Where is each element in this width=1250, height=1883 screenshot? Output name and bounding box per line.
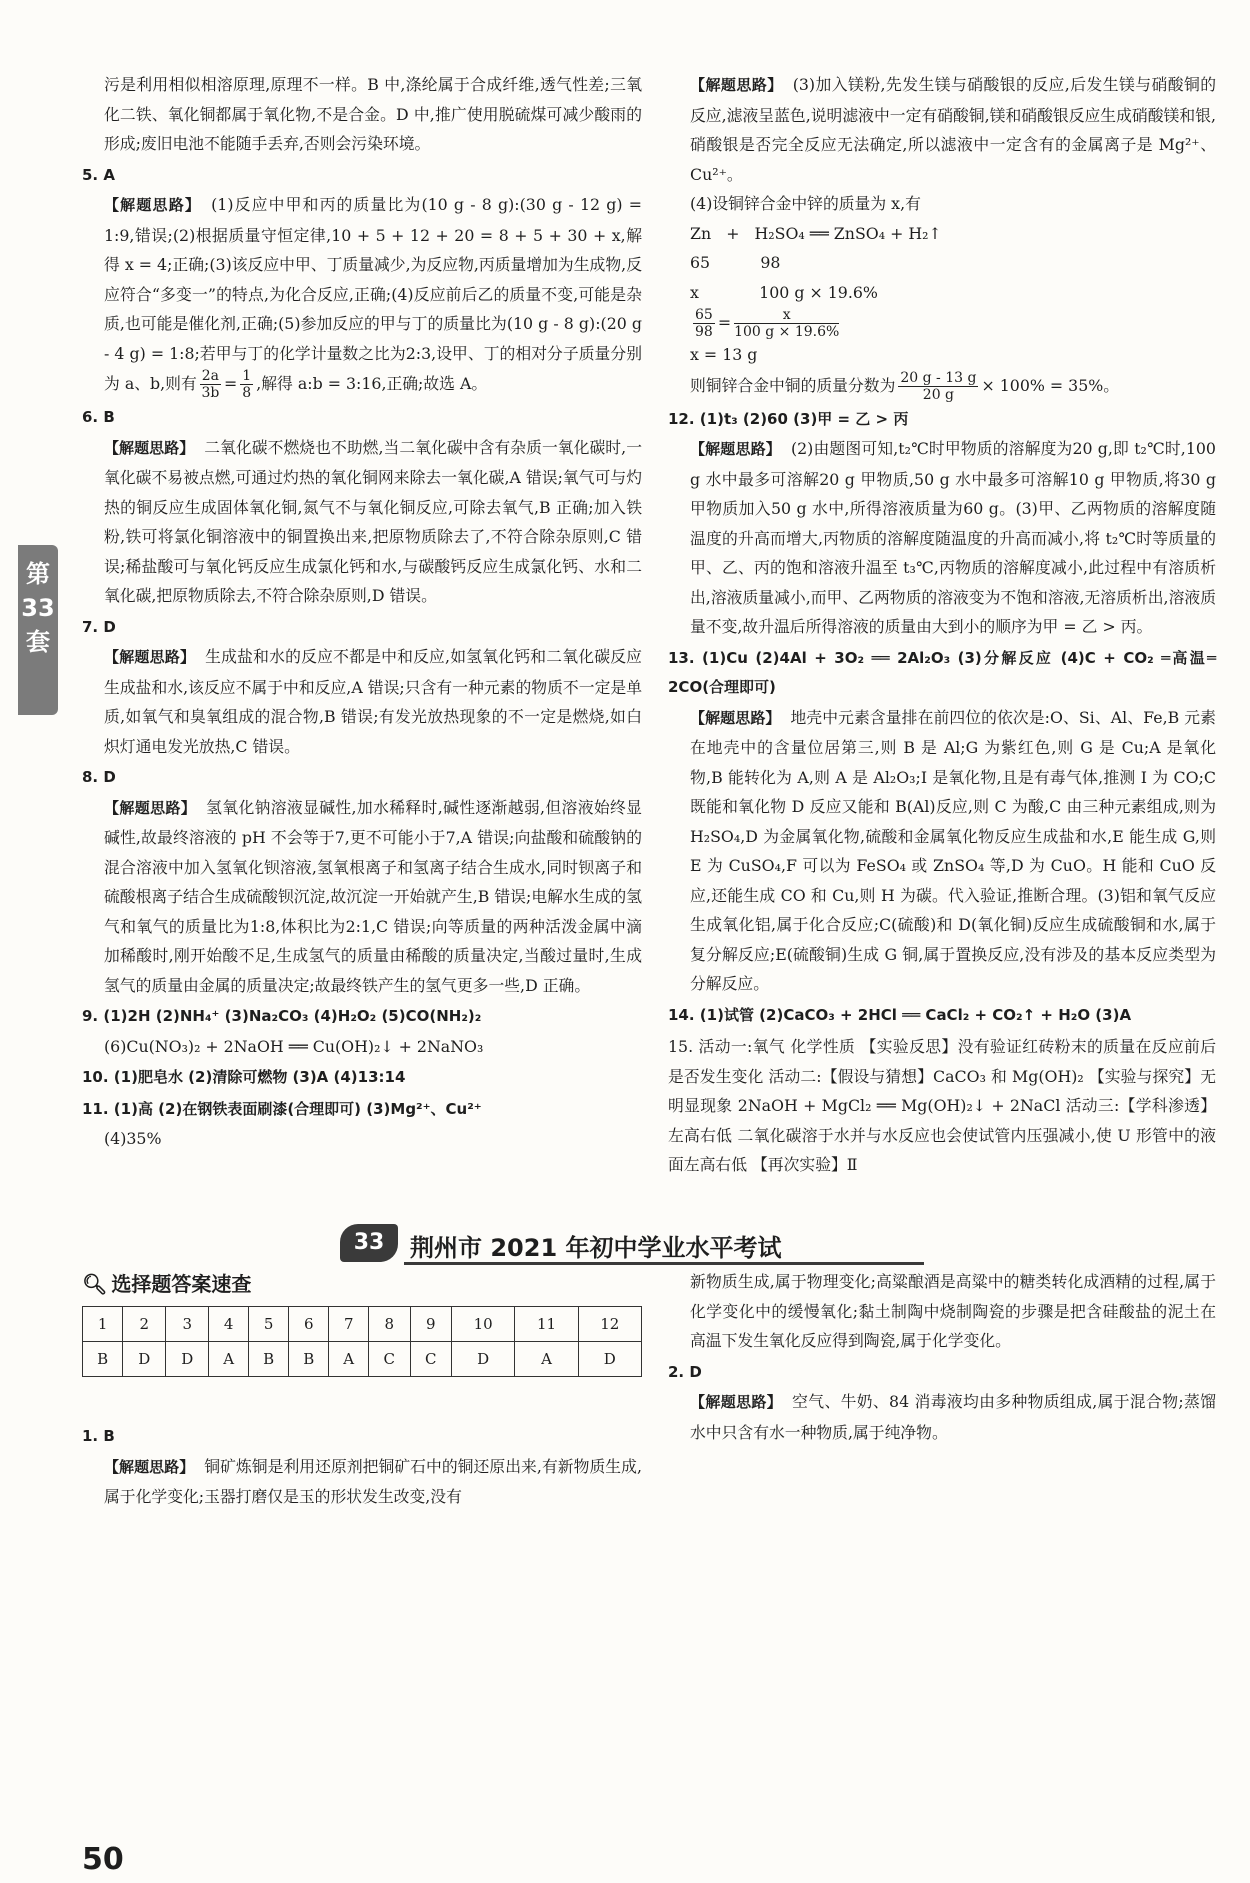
left-column: [82, 70, 642, 1154]
q1-explanation: 【解题思路】 铜矿炼铜是利用还原剂把铜矿石中的铜还原出来,有新物质生成,属于化学变化;玉器打磨仅是玉的形状发生改变,没有: [104, 1456, 642, 1506]
q15-answer: 15. 活动一:氧气 化学性质 【实验反思】没有验证红砖粉末的质量在反应前后是否发生变化 活动二:【假设与猜想】CaCO₃ 和 Mg(OH)₂ 【实验与探究】无明显现象 2NaOH + MgCl₂ ══ Mg(OH)₂↓ + 2NaCl 活动三:【学科渗透】左高右低 二氧化碳溶于水并与水反应也会使试管内压强减小,使 U 形管中的液面左高右低 【再次实验】Ⅱ: [668, 1037, 1216, 1174]
proportion: $\frac{65}{98}$ = $\frac{x}{100 g \times 19.6\%}$: [695, 307, 840, 340]
table-cell: 12: [578, 1307, 641, 1342]
q11-answer-4: (4)35%: [104, 1129, 162, 1148]
q12-answer: 12. (1)t₃ (2)60 (3)甲 = 乙 > 丙: [668, 409, 909, 428]
q11-answer: 11. (1)高 (2)在钢铁表面刷漆(合理即可) (3)Mg²⁺、Cu²⁺: [82, 1099, 482, 1118]
q13-answer: 13. (1)Cu (2)4Al + 3O₂ ══ 2Al₂O₃ (3)分解反应 (4)C + CO₂ ═高温═ 2CO(合理即可): [668, 648, 1216, 696]
table-cell: 10: [452, 1307, 515, 1342]
table-cell: C: [410, 1342, 452, 1377]
copper-fraction: 则铜锌合金中铜的质量分数为 $\frac{20 g - 13 g}{20 g}$ × 100% = 35%。: [690, 369, 1120, 403]
table-cell: A: [209, 1342, 249, 1377]
q6-answer: 6. B: [82, 408, 115, 426]
bottom-left-column: [82, 1420, 642, 1512]
table-cell: 6: [289, 1307, 329, 1342]
table-row-answers: [83, 1342, 642, 1377]
q9-equation: (6)Cu(NO₃)₂ + 2NaOH ══ Cu(OH)₂↓ + 2NaNO₃: [104, 1036, 484, 1056]
q2-answer: 2. D: [668, 1362, 702, 1381]
q5-explanation: 【解题思路】 (1)反应中甲和丙的质量比为(10 g - 8 g):(30 g - 12 g) = 1:9,错误;(2)根据质量守恒定律,10 + 5 + 12 + 20 = 8 + 5 + 30 + x,解得 x = 4;正确;(3)该反应中甲、丁质量减少,为反应物,丙质量增加为生成物,反应符合“多变一”的特点,为化合反应,正确;(4)反应前后乙的质量不变,可能是杂质,也可能是催化剂,正确;(5)参加反应的甲与丁的质量比为(10 g - 8 g):(20 g - 4 g) = 1:8;若甲与丁的化学计量数之比为2:3,设甲、丁的相对分子质量分别为 a、b,则有 $\frac{2a}{3b}$ = $\frac{1}{8}$ ,解得 a:b = 3:16,正确;故选 A。: [104, 195, 642, 401]
page-number: 50: [82, 1842, 124, 1877]
x-result: x = 13 g: [690, 345, 758, 364]
table-cell: B: [289, 1342, 329, 1377]
table-cell: 9: [410, 1307, 452, 1342]
q2-explanation: 【解题思路】 空气、牛奶、84 消毒液均由多种物质组成,属于混合物;蒸馏水中只含有水一种物质,属于纯净物。: [690, 1392, 1216, 1442]
answer-table: [82, 1306, 642, 1377]
table-cell: 5: [248, 1307, 288, 1342]
table-cell: 11: [515, 1307, 578, 1342]
right-column: [668, 70, 1216, 1180]
side-tab: 第33套: [18, 545, 58, 715]
section-badge: 33: [340, 1224, 398, 1262]
q5-tag: 【解题思路】: [104, 196, 202, 214]
table-cell: 4: [209, 1307, 249, 1342]
quick-check-title: 🔍︎ 选择题答案速查: [82, 1272, 252, 1296]
q5-answer: 5. A: [82, 165, 115, 184]
table-cell: D: [578, 1342, 641, 1377]
table-cell: D: [123, 1342, 166, 1377]
table-cell: A: [515, 1342, 578, 1377]
q6-explanation: 【解题思路】 二氧化碳不燃烧也不助燃,当二氧化碳中含有杂质一氧化碳时,一氧化碳不易被点燃,可通过灼热的氧化铜网来除去一氧化碳,A 错误;氧气可与灼热的铜反应生成固体氧化铜,氮气不与氧化铜反应,可除去氧气,B 正确;加入铁粉,铁可将氯化铜溶液中的铜置换出来,把原物质除去了,不符合除杂原则,C 错误;稀盐酸可与氧化钙反应生成氯化钙和水,与碳酸钙反应生成氯化钙、水和二氧化碳,把原物质除去,不符合除杂原则,D 错误。: [104, 437, 642, 605]
q12-explanation: 【解题思路】 (2)由题图可知,t₂℃时甲物质的溶解度为20 g,即 t₂℃时,100 g 水中最多可溶解20 g 甲物质,50 g 水中最多可溶解10 g 甲物质,将30 g 甲物质加入50 g 水中,所得溶液质量为60 g。(3)甲、乙两物质的溶解度随温度的升高而增大,丙物质的溶解度随温度的升高而减小,将 t₂℃时等质量的甲、乙、丙的饱和溶液升温至 t₃℃,丙物质的溶解度减小,此过程中有溶质析出,溶液质量减小,而甲、乙两物质的溶液变为不饱和溶液,无溶质析出,溶液质量不变,故升温后所得溶液的质量由大到小的顺序为甲 = 乙 > 丙。: [690, 439, 1216, 636]
table-cell: 7: [329, 1307, 369, 1342]
table-cell: B: [83, 1342, 123, 1377]
molar-mass-row: 65 98: [690, 253, 781, 272]
q5-fraction-1: $\frac{2a}{3b}$: [201, 368, 220, 401]
table-cell: 8: [369, 1307, 411, 1342]
section-header: [340, 1224, 910, 1266]
q8-explanation: 【解题思路】 氢氧化钠溶液显碱性,加水稀释时,碱性逐渐越弱,但溶液始终显碱性,故最终溶液的 pH 不会等于7,更不可能小于7,A 错误;向盐酸和硫酸钠的混合溶液中加入氢氧化钡溶液,氢氧根离子和氢离子结合生成水,同时钡离子和硫酸根离子结合生成硫酸钡沉淀,故沉淀一开始就产生,B 错误;电解水生成的氢气和氧气的质量比为1:8,体积比为2:1,C 错误;向等质量的两种活泼金属中滴加稀酸时,刚开始酸不足,生成氢气的质量由稀酸的质量决定,当酸过量时,生成氢气的质量由金属的质量决定;故最终铁产生的氢气更多一些,D 正确。: [104, 797, 642, 995]
table-cell: D: [452, 1342, 515, 1377]
q11-explanation: 【解题思路】 (3)加入镁粉,先发生镁与硝酸银的反应,后发生镁与硝酸铜的反应,滤液呈蓝色,说明滤液中一定有硝酸铜,镁和硝酸银反应生成硝酸镁和银,硝酸银是否完全反应无法确定,所以滤液中一定含有的金属离子是 Mg²⁺、Cu²⁺。: [690, 75, 1216, 184]
bottom-right-column: [668, 1267, 1216, 1447]
q9-answer: 9. (1)2H (2)NH₄⁺ (3)Na₂CO₃ (4)H₂O₂ (5)CO(NH₂)₂: [82, 1007, 482, 1025]
q7-explanation: 【解题思路】 生成盐和水的反应不都是中和反应,如氢氧化钙和二氧化碳反应生成盐和水,该反应不属于中和反应,A 错误;只含有一种元素的物质不一定是单质,如氧气和臭氧组成的混合物,B 错误;有发光放热现象的不一定是燃烧,如白炽灯通电发光放热,C 错误。: [104, 647, 642, 756]
q1-answer: 1. B: [82, 1427, 115, 1445]
table-cell: D: [166, 1342, 209, 1377]
table-cell: C: [369, 1342, 411, 1377]
mass-row: x 100 g × 19.6%: [690, 282, 878, 302]
table-cell: 1: [83, 1307, 123, 1342]
table-cell: 2: [123, 1307, 166, 1342]
q14-answer: 14. (1)试管 (2)CaCO₃ + 2HCl ══ CaCl₂ + CO₂↑ + H₂O (3)A: [668, 1005, 1132, 1024]
table-row-numbers: [83, 1307, 642, 1342]
magnifier-icon: 🔍︎: [82, 1272, 108, 1296]
q7-answer: 7. D: [82, 617, 116, 636]
q5-fraction-2: $\frac{1}{8}$: [242, 368, 252, 401]
table-cell: 3: [166, 1307, 209, 1342]
q1-continued: 新物质生成,属于物理变化;高粱酿酒是高粱中的糖类转化成酒精的过程,属于化学变化中的缓慢氧化;黏土制陶中烧制陶瓷的步骤是把含硅酸盐的泥土在高温下发生氧化反应得到陶瓷,属于化学变化。: [690, 1272, 1216, 1350]
section-title: 荆州市 2021 年初中学业水平考试: [410, 1234, 782, 1262]
q11-calc-intro: (4)设铜锌合金中锌的质量为 x,有: [690, 194, 921, 213]
q10-answer: 10. (1)肥皂水 (2)清除可燃物 (3)A (4)13:14: [82, 1068, 406, 1086]
q13-explanation: 【解题思路】 地壳中元素含量排在前四位的依次是:O、Si、Al、Fe,B 元素在地壳中的含量位居第三,则 B 是 Al;G 为紫红色,则 G 是 Cu;A 是氧化物,B 能转化为 A,则 A 是 Al₂O₃;I 是氧化物,且是有毒气体,推测 I 为 CO;C 既能和氧化物 D 反应又能和 B(Al)反应,则 C 为酸,C 由三种元素组成,则为 H₂SO₄,D 为金属氧化物,硫酸和金属氧化物反应生成盐和水,E 能生成 G,则 E 为 CuSO₄,F 可以为 FeSO₄ 或 ZnSO₄ 等,D 为 CuO。H 能和 CuO 反应,还能生成 CO 和 Cu,则 H 为碳。代入验证,推断合理。(3)铝和氧气反应生成氧化铝,属于化合反应;C(硫酸)和 D(氧化铜)反应生成硫酸铜和水,属于复分解反应;E(硫酸铜)生成 G 铜,属于置换反应,没有涉及的基本反应类型为分解反应。: [690, 707, 1216, 993]
header-rule: [404, 1262, 924, 1265]
table-cell: A: [329, 1342, 369, 1377]
zinc-equation: Zn + H₂SO₄ ══ ZnSO₄ + H₂↑: [690, 223, 942, 243]
q8-answer: 8. D: [82, 768, 116, 786]
intro-text: 污是利用相似相溶原理,原理不一样。B 中,涤纶属于合成纤维,透气性差;三氧化二铁、氧化铜都属于氧化物,不是合金。D 中,推广使用脱硫煤可减少酸雨的形成;废旧电池不能随手丢弃,否则会污染环境。: [104, 75, 642, 153]
answer-quick-check: [82, 1268, 642, 1377]
table-cell: B: [248, 1342, 288, 1377]
